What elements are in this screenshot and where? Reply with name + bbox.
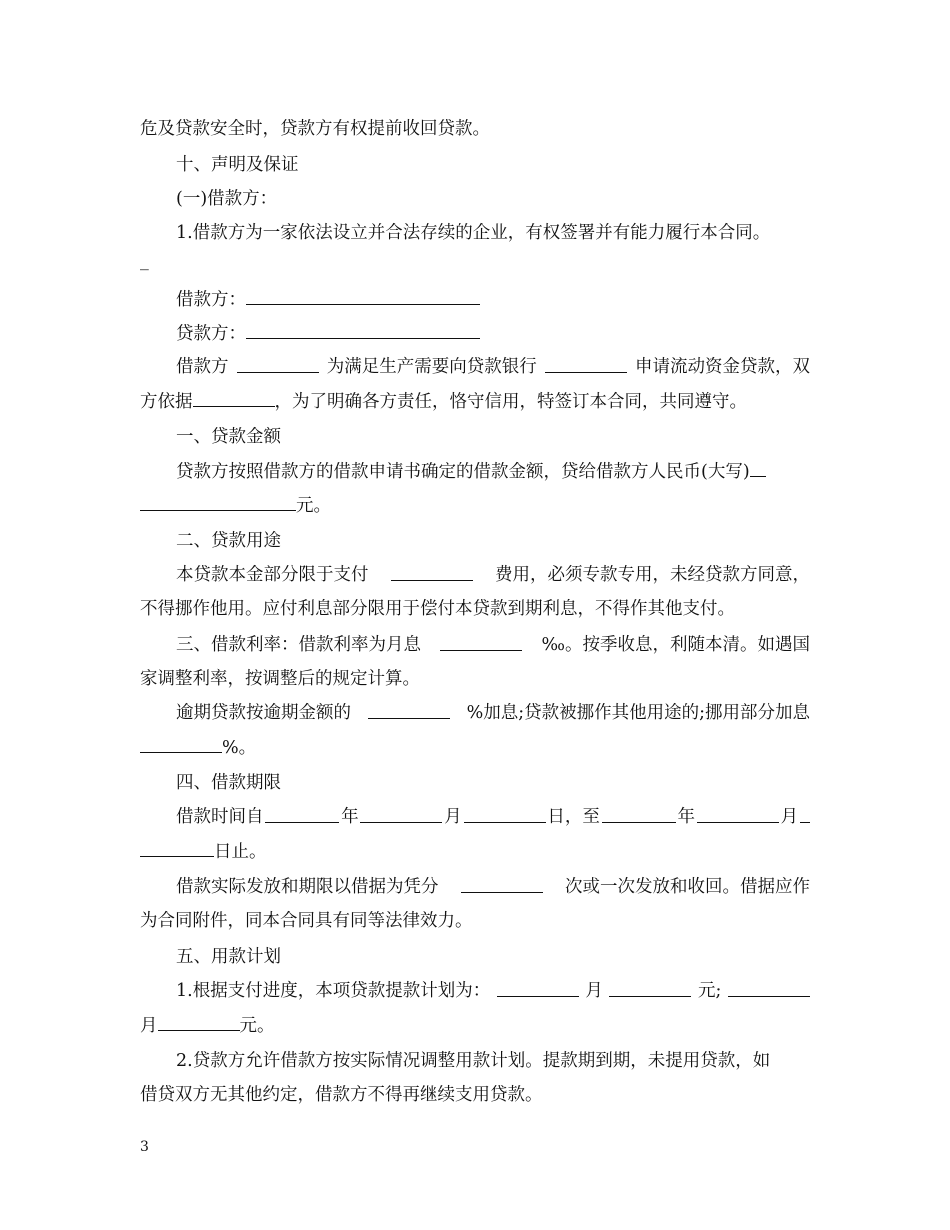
amount-blank[interactable]: [140, 494, 296, 511]
section-heading-declaration: 十、声明及保证: [176, 155, 299, 175]
purpose-line-1: 本贷款本金部分限于支付 费用，必须专款专用，未经贷款方同意，: [176, 565, 810, 585]
end-day-blank[interactable]: [140, 840, 214, 857]
preamble-line-2: 方依据 ，为了明确各方责任，恪守信用，特签订本合同，共同遵守。: [140, 392, 747, 412]
overdue-line-1: 逾期贷款按逾期金额的 %加息;贷款被挪作其他用途的;挪用部分加息: [176, 703, 810, 723]
adjustment-line-1: 2.贷款方允许借款方按实际情况调整用款计划。提款期到期，未提用贷款，如: [176, 1051, 771, 1071]
plan-line-1: 1.根据支付进度，本项贷款提款计划为： 月 元;: [176, 980, 810, 1002]
amount-line-2: 元。: [140, 494, 950, 517]
amount-line-1: 贷款方按照借款方的借款申请书确定的借款金额，贷给借款方人民币(大写): [176, 460, 950, 483]
clause-line: 1.借款方为一家依法设立并合法存续的企业，有权签署并有能力履行本合同。: [176, 223, 771, 243]
lender-signature-line: 贷款方：: [176, 322, 950, 345]
plan-month-2-blank-start[interactable]: [728, 980, 810, 997]
borrower-signature-line: 借款方：: [176, 288, 950, 311]
overdue-rate-blank[interactable]: [368, 702, 450, 719]
plan-line-2: 月 元。: [140, 1016, 275, 1036]
misuse-rate-blank[interactable]: [140, 736, 222, 753]
plan-month-1-blank[interactable]: [497, 980, 579, 997]
amount-blank-start[interactable]: [750, 460, 766, 477]
preamble-line-1: 借款方 为满足生产需要向贷款银行 申请流动资金贷款，双: [176, 357, 810, 377]
adjustment-line-2: 借贷双方无其他约定，借款方不得再继续支用贷款。: [140, 1085, 543, 1105]
end-month-blank[interactable]: [697, 806, 779, 823]
plan-amount-2-blank[interactable]: [158, 1014, 240, 1031]
purpose-line-2: 不得挪作他用。应付利息部分限用于偿付本贷款到期利息，不得作其他支付。: [140, 599, 735, 619]
page-number: 3: [140, 1139, 149, 1155]
subsection-heading-borrower: (一)借款方：: [176, 189, 278, 209]
start-year-blank[interactable]: [265, 806, 339, 823]
section-heading-term: 四、借款期限: [176, 773, 281, 793]
borrower-blank[interactable]: [237, 356, 319, 373]
installments-blank[interactable]: [461, 876, 543, 893]
bank-blank[interactable]: [545, 356, 627, 373]
start-month-blank[interactable]: [360, 806, 442, 823]
basis-blank[interactable]: [193, 390, 275, 407]
section-heading-purpose: 二、贷款用途: [176, 531, 281, 551]
expense-blank[interactable]: [391, 564, 473, 581]
monthly-rate-blank[interactable]: [440, 634, 522, 651]
plan-amount-1-blank[interactable]: [609, 980, 691, 997]
disbursement-line-1: 借款实际发放和期限以借据为凭分 次或一次发放和收回。借据应作: [176, 877, 810, 897]
section-heading-amount: 一、贷款金额: [176, 427, 281, 447]
paragraph-line: 危及贷款安全时，贷款方有权提前收回贷款。: [140, 119, 490, 139]
overdue-line-2: %。: [140, 736, 950, 759]
interest-line-1: 三、借款利率：借款利率为月息 ‰。按季收息，利随本清。如遇国: [176, 635, 810, 655]
term-line-2: 日止。: [140, 840, 950, 863]
borrower-name-blank[interactable]: [246, 288, 480, 305]
end-day-blank-start[interactable]: [800, 806, 810, 823]
lender-name-blank[interactable]: [246, 322, 480, 339]
start-day-blank[interactable]: [464, 806, 546, 823]
stray-underscore: _: [140, 251, 149, 271]
interest-line-2: 家调整利率，按调整后的规定计算。: [140, 669, 420, 689]
end-year-blank[interactable]: [602, 806, 676, 823]
term-line-1: 借款时间自 年 月 日，至 年 月: [176, 806, 810, 828]
disbursement-line-2: 为合同附件，同本合同具有同等法律效力。: [140, 911, 473, 931]
section-heading-plan: 五、用款计划: [176, 947, 281, 967]
